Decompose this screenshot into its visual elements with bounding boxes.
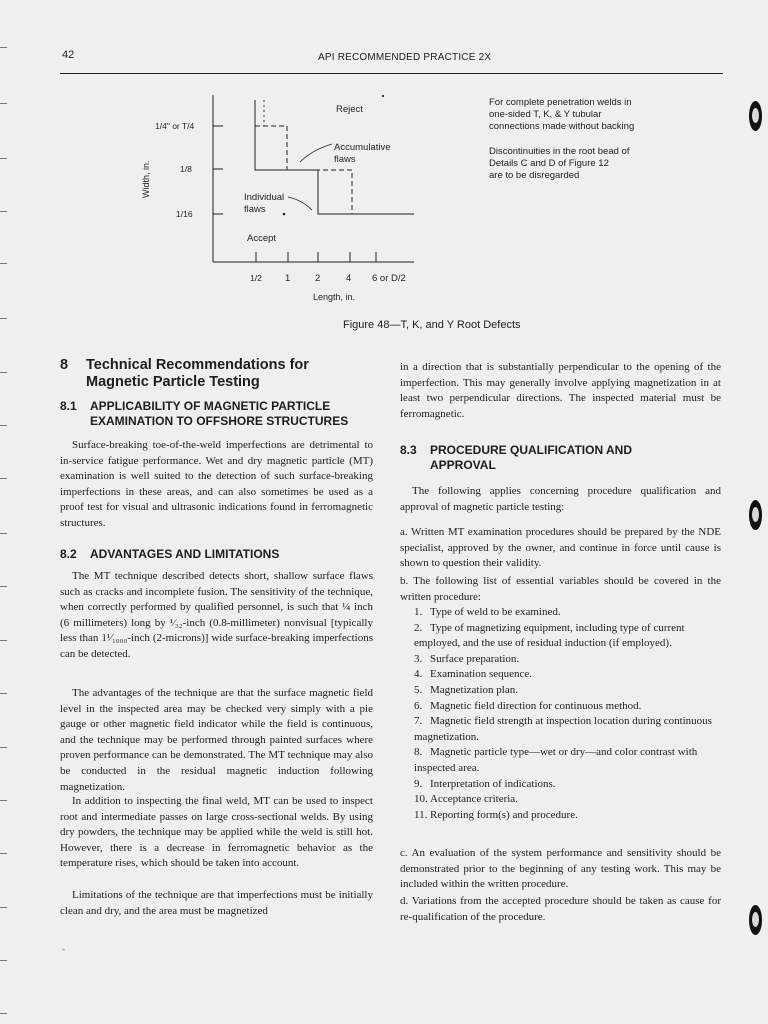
label-accept: Accept xyxy=(247,233,277,244)
margin-tick xyxy=(0,586,7,587)
list-item: 9. Interpretation of indications. xyxy=(414,777,556,790)
x-tick-label-3: 2 xyxy=(315,273,321,284)
section-8-1-paragraph: Surface-breaking toe-of-the-weld imperfections are detrimental to in-service fatigue performance. Wet and dry magnetic particle (MT) examination is well suited to the detection of such surface-breaking imperfections in these areas, and can also sometimes be used as a proof test for visual and ultrasonic indications found in ferromagnetic structures. xyxy=(60,439,373,529)
label-individual-2: flaws xyxy=(244,204,266,215)
y-axis-label: Width, in. xyxy=(141,160,151,198)
item-d: d. Variations from the accepted procedure should be taken as cause for re-qualification of the procedure. xyxy=(400,895,721,923)
margin-tick xyxy=(0,47,7,48)
list-item: 7. Magnetic field strength at inspection location during continuous magnetization. xyxy=(414,715,712,743)
margin-tick xyxy=(0,1013,7,1014)
continuation-paragraph: in a direction that is substantially perpendicular to the opening of the imperfection. This may generally involve applying magnetization in at least two perpendicular directions. The inspected material must be ferromagnetic. xyxy=(400,361,721,420)
x-tick-label-4: 4 xyxy=(346,273,352,284)
section-8-2-paragraph-1: The MT technique described detects short, shallow surface flaws such as cracks and incomplete fusion. The sensitivity of the technique, when correctly performed by qualified personnel, is such that ¼ inch (6 millimeters) long by ¹⁄₃₂-inch (0.8-millimeter) nonvisual [typically less than 1¹⁄₁₀₀₀-inch (2-microns)] wide surface-breaking imperfections can be detected. xyxy=(60,570,373,660)
section-8-1-heading: 8.1 APPLICABILITY OF MAGNETIC PARTICLE EXAMINATION TO OFFSHORE STRUCTURES xyxy=(60,399,349,428)
margin-tick xyxy=(0,211,7,212)
accumulative-leader xyxy=(300,144,332,162)
section-8-2-heading: 8.2 ADVANTAGES AND LIMITATIONS xyxy=(60,547,280,561)
list-item: 4. Examination sequence. xyxy=(414,668,533,681)
binder-hole xyxy=(749,500,762,530)
essential-variables-list xyxy=(400,605,721,823)
running-head: API RECOMMENDED PRACTICE 2X xyxy=(318,52,492,63)
x-tick-label-5: 6 or D/2 xyxy=(372,273,406,284)
individual-leader xyxy=(288,197,312,210)
figure-caption: Figure 48—T, K, and Y Root Defects xyxy=(343,319,521,331)
margin-tick xyxy=(0,425,7,426)
binder-hole xyxy=(749,101,762,131)
margin-tick xyxy=(0,640,7,641)
y-tick-label-3: 1/16 xyxy=(176,209,193,219)
list-item: 11. Reporting form(s) and procedure. xyxy=(414,808,578,821)
item-c: c. An evaluation of the system performance and sensitivity should be demonstrated prior to the beginning of any testing work. This may be included within the written procedure. xyxy=(400,847,721,891)
list-item: 2. Type of magnetizing equipment, including type of current employed, and the use of residual induction (if employed). xyxy=(414,621,685,650)
margin-tick xyxy=(0,853,7,854)
item-b: b. The following list of essential variables should be covered in the written procedure: xyxy=(400,575,721,603)
margin-tick xyxy=(0,263,7,264)
margin-tick xyxy=(0,693,7,694)
x-axis-label: Length, in. xyxy=(313,292,356,302)
section-8-3-heading: 8.3 PROCEDURE QUALIFICATION AND APPROVAL xyxy=(400,443,632,472)
margin-tick xyxy=(0,158,7,159)
section-8-2-paragraph-3: In addition to inspecting the final weld, MT can be used to inspect root and intermediate passes on large cross-sectional welds. By using dry powders, the technique may be applied while the weld is still hot. However, there is a decrease in ferromagnetic behavior as the temperature rises, which should be taken into account. xyxy=(60,795,373,870)
x-tick-label-1: 1/2 xyxy=(250,273,262,283)
margin-tick xyxy=(0,318,7,319)
stray-dot xyxy=(283,213,286,216)
binder-hole xyxy=(749,905,762,935)
margin-tick xyxy=(0,747,7,748)
list-item: 6. Magnetic field direction for continuous method. xyxy=(414,699,642,712)
margin-tick xyxy=(0,907,7,908)
margin-tick xyxy=(0,960,7,961)
figure-note-1: For complete penetration welds in one-sided T, K, & Y tubular connections made without backing xyxy=(489,97,635,132)
section-8-3-intro: The following applies concerning procedure qualification and approval of magnetic particle testing: xyxy=(400,485,721,513)
margin-tick xyxy=(0,103,7,104)
figure-note-2: Discontinuities in the root bead of Details C and D of Figure 12 are to be disregarded xyxy=(489,146,630,181)
y-tick-label-2: 1/8 xyxy=(180,164,192,174)
list-item: 10. Acceptance criteria. xyxy=(414,793,518,806)
section-8-2-paragraph-2: The advantages of the technique are that the surface magnetic field level in the inspected area may be checked very simply with a pie gauge or other magnetic field indicator while the field is continuous, and the technique may be performed through painted surfaces where proven performance can be demonstrated. The MT technique may also be conducted in the residual magnetic induction following magnetization. xyxy=(60,687,373,793)
margin-tick xyxy=(0,533,7,534)
margin-tick xyxy=(0,372,7,373)
y-tick-label-1: 1/4" or T/4 xyxy=(155,121,195,131)
stray-dot-2 xyxy=(382,95,384,97)
margin-tick xyxy=(0,478,7,479)
label-accumulative-1: Accumulative xyxy=(334,142,391,153)
label-accumulative-2: flaws xyxy=(334,154,356,165)
label-individual-1: Individual xyxy=(244,192,285,203)
page-number: 42 xyxy=(62,49,75,61)
item-a: a. Written MT examination procedures should be prepared by the NDE specialist, approved by the owner, and continue in force until cause is shown to question their validity. xyxy=(400,526,721,570)
stray-mark: - xyxy=(62,944,65,954)
list-item: 1. Type of weld to be examined. xyxy=(414,606,561,618)
list-item: 3. Surface preparation. xyxy=(414,652,520,665)
label-reject: Reject xyxy=(336,104,363,115)
list-item: 8. Magnetic particle type—wet or dry—and color contrast with inspected area. xyxy=(414,746,698,774)
section-8-2-paragraph-4: Limitations of the technique are that imperfections must be initially clean and dry, and the area must be magnetized xyxy=(60,889,373,917)
list-item: 5. Magnetization plan. xyxy=(414,683,518,696)
x-tick-label-2: 1 xyxy=(285,273,291,284)
margin-tick xyxy=(0,800,7,801)
section-8-heading: 8 Technical Recommendations for Magnetic Particle Testing xyxy=(60,357,309,390)
